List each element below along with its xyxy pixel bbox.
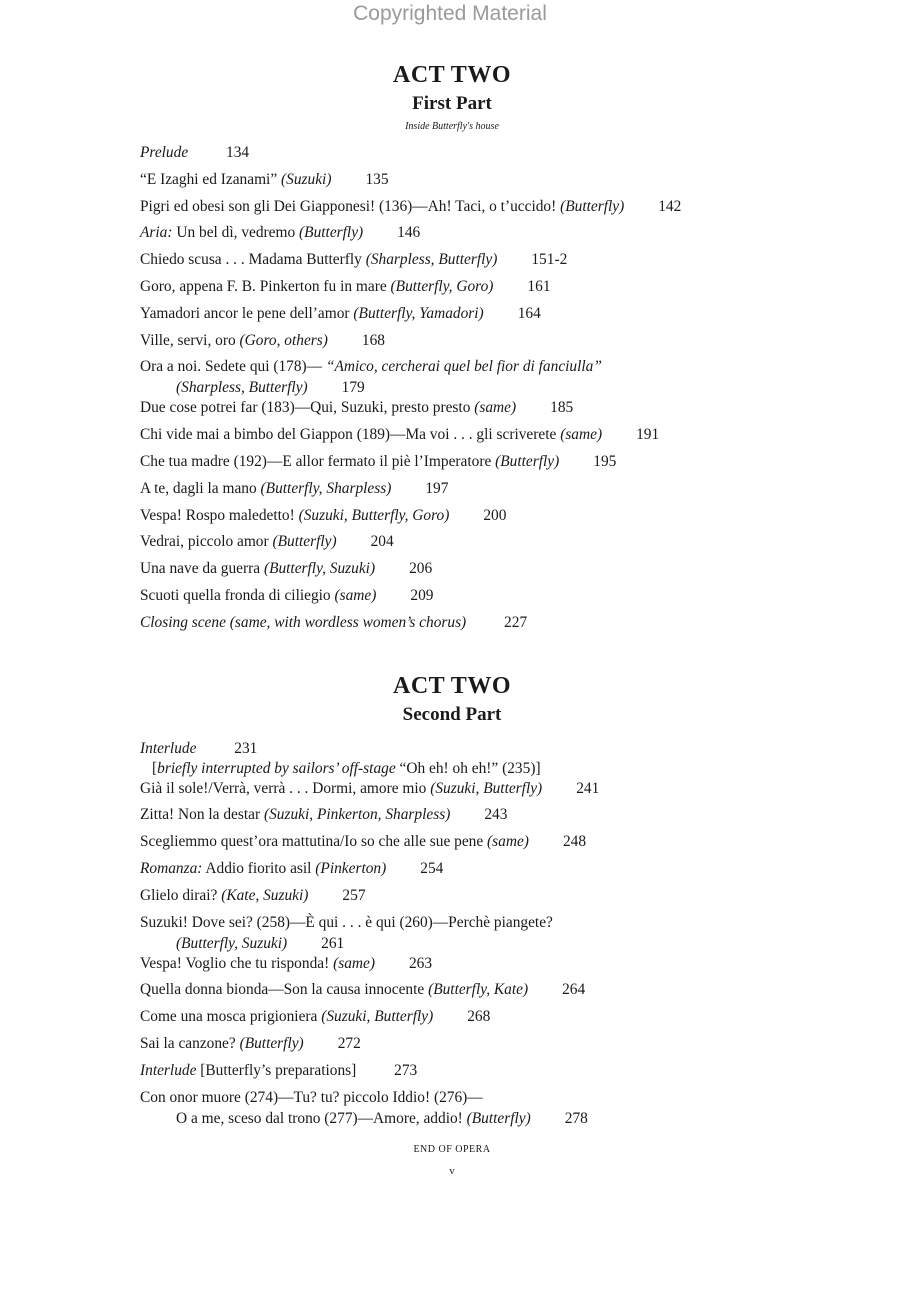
entry-title: A te, dagli la mano	[140, 479, 257, 497]
list-item	[140, 831, 820, 858]
entry-roles: (Suzuki, Butterfly, Goro)	[298, 506, 450, 524]
contents-page	[140, 62, 820, 1177]
entry-page: 273	[394, 1061, 418, 1079]
entry-page: 146	[397, 224, 421, 242]
entry-page: 195	[593, 452, 617, 470]
entry-page: 164	[517, 304, 541, 322]
entry-roles: (Butterfly, Suzuki)	[176, 934, 288, 952]
entry-roles: (Butterfly, Goro)	[390, 277, 494, 295]
entry-roles: (Suzuki)	[281, 170, 332, 188]
entry-title: Come una mosca prigioniera	[140, 1008, 318, 1026]
entry-page: 179	[341, 379, 365, 397]
list-item	[140, 222, 820, 249]
entry-page: 134	[226, 144, 250, 161]
entry-roles: (same)	[333, 954, 375, 972]
entry-subnote: [briefly interrupted by sailors’ off-stage “Oh eh! oh eh!” (235)]	[152, 759, 541, 777]
entry-page: 151-2	[531, 251, 568, 269]
list-item	[140, 1060, 820, 1087]
entry-title: Vedrai, piccolo amor	[140, 533, 269, 551]
entry-page: 254	[420, 859, 444, 877]
entry-roles: (Suzuki, Butterfly)	[430, 779, 543, 797]
list-item	[140, 356, 820, 397]
entry-title: Sai la canzone?	[140, 1034, 236, 1052]
entry-page: 231	[234, 739, 258, 757]
entry-page: 200	[483, 506, 507, 524]
entry-page: 135	[365, 170, 389, 188]
entry-roles: (Butterfly, Sharpless)	[260, 479, 392, 497]
entry-page: 264	[562, 981, 586, 999]
list-item	[140, 531, 820, 558]
entry-continuation	[140, 934, 820, 953]
entry-page: 268	[467, 1008, 491, 1026]
entry-roles: (Goro, others)	[239, 331, 328, 349]
entry-title: Pigri ed obesi son gli Dei Giapponesi! (136)—Ah! Taci, o t’uccido!	[140, 197, 557, 215]
entry-title: Chi vide mai a bimbo del Giappon (189)—Ma voi . . . gli scriverete	[140, 426, 557, 444]
entry-italic-label: Romanza:	[140, 859, 203, 877]
entry-list	[140, 738, 820, 1128]
entry-page: 263	[408, 954, 433, 972]
entry-roles: (same)	[487, 833, 529, 851]
act-title: ACT TWO	[393, 672, 511, 699]
entry-roles: (Butterfly)	[466, 1109, 531, 1127]
entry-title: Due cose potrei far (183)—Qui, Suzuki, presto presto	[140, 399, 471, 417]
list-item	[140, 804, 820, 831]
entry-title: [Butterfly’s preparations]	[200, 1061, 357, 1079]
entry-continuation	[140, 378, 820, 397]
part-title: Second Part	[402, 703, 502, 725]
entry-page: 209	[410, 586, 434, 604]
list-item	[140, 478, 820, 505]
list-item	[140, 912, 820, 953]
entry-title: Che tua madre (192)—E allor fermato il piè l’Imperatore	[140, 452, 492, 470]
entry-title: Glielo dirai?	[140, 886, 218, 904]
entry-title: Zitta! Non la destar	[140, 806, 261, 824]
entry-roles: (Sharpless, Butterfly)	[365, 251, 498, 269]
entry-roles: (Kate, Suzuki)	[221, 886, 309, 904]
entry-title-continued: O a me, sceso dal trono (277)—Amore, addio!	[176, 1109, 463, 1127]
list-item	[140, 1033, 820, 1060]
entry-roles: (Suzuki, Pinkerton, Sharpless)	[263, 806, 451, 824]
entry-title: Chiedo scusa . . . Madama Butterfly	[140, 251, 362, 269]
list-item	[140, 979, 820, 1006]
entry-roles: (Butterfly, Suzuki)	[263, 560, 376, 578]
entry-list	[140, 142, 820, 639]
list-item	[140, 169, 820, 196]
entry-page: 185	[550, 399, 574, 417]
entry-page: 204	[370, 533, 394, 551]
entry-title: Suzuki! Dove sei? (258)—È qui . . . è qui (260)—Perchè piangete?	[140, 913, 553, 931]
entry-page: 278	[564, 1109, 588, 1127]
entry-roles: (Butterfly)	[239, 1034, 304, 1052]
part-title: First Part	[412, 93, 492, 114]
list-item	[140, 397, 820, 424]
entry-roles: (same)	[334, 586, 377, 604]
entry-title: Addio fiorito asil	[205, 859, 312, 877]
entry-title: Yamadori ancor le pene dell’amor	[140, 304, 350, 322]
entry-page: 168	[361, 331, 385, 349]
watermark: Copyrighted Material	[353, 2, 547, 25]
subnote-italic: briefly interrupted by sailors’ off-stage	[157, 759, 396, 777]
entry-title: Quella donna bionda—Son la causa innocente	[140, 981, 425, 999]
entry-title: Scegliemmo quest’ora mattutina/Io so che alle sue pene	[140, 833, 484, 851]
entry-page: 261	[321, 934, 345, 952]
list-item	[140, 196, 820, 223]
entry-roles: (Butterfly, Kate)	[428, 981, 529, 999]
entry-title: Goro, appena F. B. Pinkerton fu in mare	[140, 277, 387, 295]
setting-note: Inside Butterfly's house	[405, 121, 499, 132]
list-item	[140, 249, 820, 276]
entry-title: Un bel dì, vedremo	[176, 224, 296, 242]
subnote-text: “Oh eh! oh eh!” (235)	[399, 759, 536, 777]
entry-page: 227	[504, 613, 528, 631]
entry-italic-label: Aria:	[140, 224, 173, 242]
entry-title: Con onor muore (274)—Tu? tu? piccolo Iddio! (276)—	[140, 1088, 483, 1106]
section-act-two-second-part	[140, 673, 820, 1128]
entry-title: Vespa! Voglio che tu risponda!	[140, 954, 330, 972]
entry-roles: (Suzuki, Butterfly)	[321, 1008, 434, 1026]
entry-page: 206	[409, 560, 433, 578]
entry-page: 142	[658, 197, 682, 215]
entry-roles: (Butterfly)	[272, 533, 337, 551]
entry-title: Già il sole!/Verrà, verrà . . . Dormi, amore mio	[140, 779, 427, 797]
entry-title: Ora a noi. Sedete qui (178)—	[140, 358, 323, 376]
entry-roles: (Butterfly)	[299, 224, 364, 242]
entry-title: “E Izaghi ed Izanami”	[140, 170, 278, 188]
list-item	[140, 142, 820, 169]
list-item	[140, 505, 820, 532]
entry-page: 243	[484, 806, 508, 824]
entry-page: 248	[562, 833, 587, 851]
list-item	[140, 330, 820, 357]
entry-title: Vespa! Rospo maledetto!	[140, 506, 295, 524]
page-number: v	[449, 1164, 455, 1177]
entry-roles: (Sharpless, Butterfly)	[176, 379, 308, 397]
entry-title: Ville, servi, oro	[140, 331, 236, 349]
entry-page: 197	[425, 479, 449, 497]
list-item	[140, 276, 820, 303]
list-item	[140, 738, 820, 778]
entry-continuation	[140, 1109, 820, 1128]
entry-page: 191	[636, 426, 660, 444]
list-item	[140, 303, 820, 330]
entry-roles: (Butterfly, Yamadori)	[353, 304, 484, 322]
entry-italic-label: Closing scene (same, with wordless women’s chorus)	[140, 613, 467, 631]
entry-roles: (same)	[560, 426, 603, 444]
list-item	[140, 612, 820, 639]
entry-roles: (Pinkerton)	[315, 859, 387, 877]
entry-italic-label: Interlude	[140, 739, 197, 757]
entry-italic-label: Interlude	[140, 1061, 197, 1079]
list-item	[140, 953, 820, 980]
list-item	[140, 885, 820, 912]
section-act-two-first-part	[140, 62, 820, 639]
list-item	[140, 424, 820, 451]
end-of-opera-note: END OF OPERA	[413, 1143, 491, 1155]
entry-title: Una nave da guerra	[140, 560, 261, 578]
list-item	[140, 558, 820, 585]
entry-italic-label: Prelude	[140, 144, 189, 161]
list-item	[140, 1006, 820, 1033]
list-item	[140, 1087, 820, 1128]
entry-title: Scuoti quella fronda di ciliegio	[140, 586, 331, 604]
entry-roles: (Butterfly)	[560, 197, 625, 215]
entry-roles: (Butterfly)	[495, 452, 560, 470]
list-item	[140, 585, 820, 612]
entry-page: 272	[337, 1034, 361, 1052]
entry-roles: (same)	[474, 399, 517, 417]
act-title: ACT TWO	[393, 62, 511, 88]
list-item	[140, 778, 820, 805]
entry-page: 241	[576, 779, 600, 797]
entry-page: 257	[342, 886, 366, 904]
list-item	[140, 858, 820, 885]
list-item	[140, 451, 820, 478]
entry-roles: “Amico, cercherai quel bel fior di fanciulla”	[325, 358, 602, 376]
entry-page: 161	[527, 277, 551, 295]
